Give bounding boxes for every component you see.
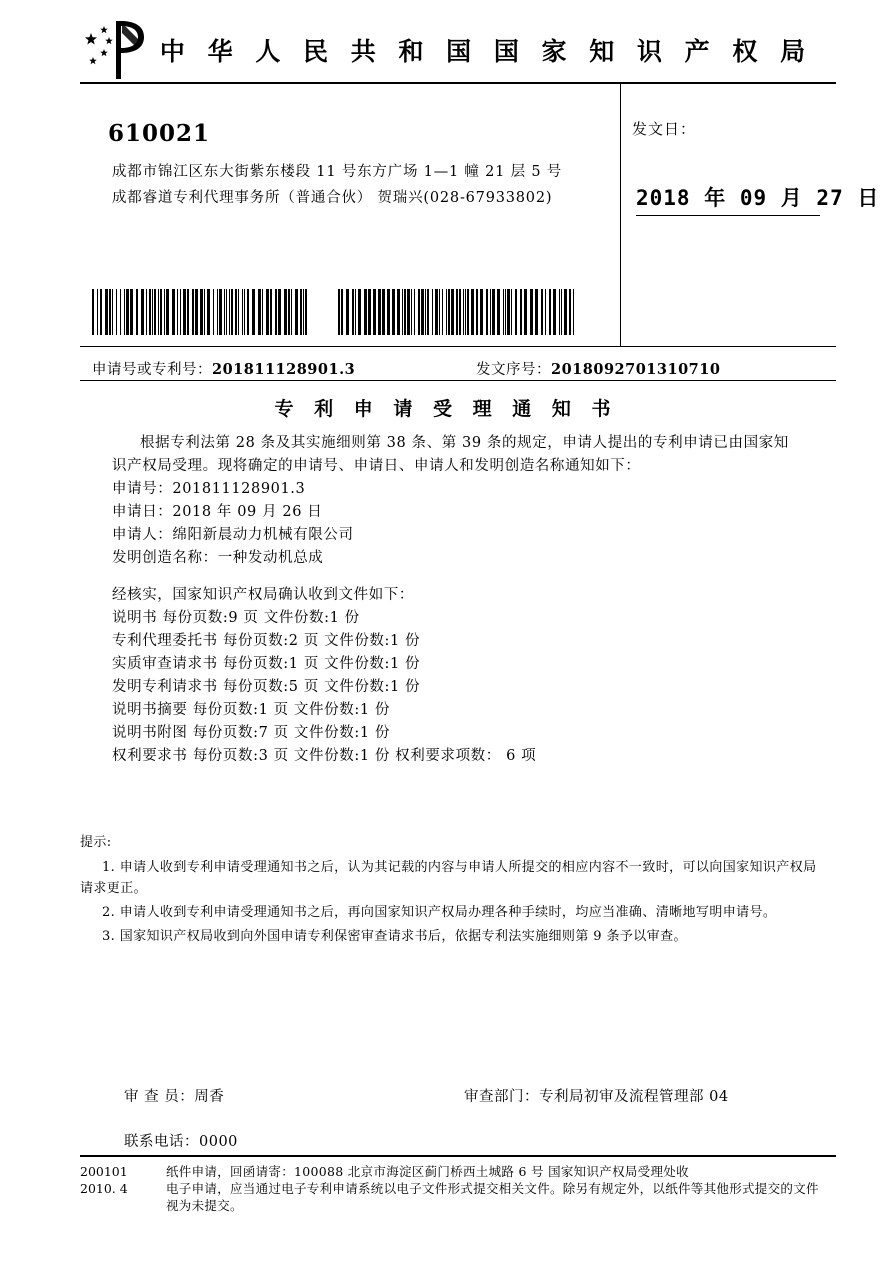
- document-item: 说明书 每份页数:9 页 文件份数:1 份: [112, 610, 360, 626]
- recipient-address-line-2: 成都睿道专利代理事务所（普通合伙） 贺瑞兴(028-67933802): [112, 190, 553, 206]
- notes-section: [80, 832, 820, 950]
- form-code-line-2: 2010. 4: [80, 1181, 128, 1196]
- divider-vertical-issue: [620, 82, 621, 346]
- note-item: 2. 申请人收到专利申请受理通知书之后，再向国家知识产权局办理各种手续时，均应当准确、清晰地写明申请号。: [102, 905, 777, 920]
- document-title: 专 利 申 请 受 理 通 知 书: [274, 398, 618, 420]
- document-item: 发明专利请求书 每份页数:5 页 文件份数:1 份: [112, 679, 421, 695]
- confirmation-line: 经核实，国家知识产权局确认收到文件如下：: [112, 587, 414, 603]
- examiner-field: [124, 1085, 224, 1106]
- dispatch-serial-label: 发文序号：: [476, 362, 551, 378]
- bottom-instructions: [166, 1163, 826, 1214]
- contact-phone-label: 联系电话：: [124, 1134, 199, 1150]
- issue-date-label: 发文日：: [632, 120, 697, 138]
- dispatch-serial-field: [476, 358, 720, 379]
- application-number-label: 申请号或专利号：: [92, 362, 212, 378]
- department-field: [464, 1085, 729, 1106]
- dispatch-serial-value: 2018092701310710: [551, 361, 721, 378]
- document-header: [80, 18, 836, 82]
- note-item: 1. 申请人收到专利申请受理通知书之后，认为其记载的内容与申请人所提交的相应内容不一致时，可以向国家知识产权局请求更正。: [80, 860, 817, 896]
- application-number-barcode: [92, 289, 310, 335]
- issue-date-underline: [636, 215, 820, 216]
- document-item: 说明书摘要 每份页数:1 页 文件份数:1 份: [112, 702, 390, 718]
- department-value: 专利局初审及流程管理部 04: [539, 1089, 729, 1105]
- form-code: [80, 1163, 128, 1197]
- cnipa-emblem-icon: [80, 19, 154, 81]
- application-number-field: [92, 358, 355, 379]
- bottom-line-2: 电子申请，应当通过电子专利申请系统以电子文件形式提交相关文件。除另有规定外，以纸件等其他形式提交的文件视为未提交。: [166, 1181, 819, 1213]
- recipient-address-line-1: 成都市锦江区东大街紫东楼段 11 号东方广场 1—1 幢 21 层 5 号: [112, 164, 563, 180]
- divider-mid: [80, 346, 836, 347]
- document-body: [112, 432, 802, 768]
- field-applicant: 申请人：绵阳新晨动力机械有限公司: [112, 527, 354, 543]
- divider-top: [80, 82, 836, 84]
- examiner-value: 周香: [194, 1089, 225, 1105]
- divider-below-refs: [80, 380, 836, 381]
- recipient-zipcode: 610021: [108, 120, 211, 147]
- field-application-date: 申请日：2018 年 09 月 26 日: [112, 504, 323, 520]
- field-application-number: 申请号：201811128901.3: [112, 481, 306, 497]
- organization-title: 中 华 人 民 共 和 国 国 家 知 识 产 权 局: [159, 37, 813, 66]
- contact-phone-value: 0000: [199, 1134, 238, 1150]
- examiner-label: 审 查 员：: [124, 1089, 195, 1105]
- notes-heading: 提示:: [80, 835, 112, 850]
- form-code-line-1: 200101: [80, 1164, 128, 1179]
- document-item: 说明书附图 每份页数:7 页 文件份数:1 份: [112, 725, 390, 741]
- dispatch-serial-barcode: [338, 289, 578, 335]
- note-item: 3. 国家知识产权局收到向外国申请专利保密审查请求书后，依据专利法实施细则第 9 条予以审查。: [102, 929, 687, 944]
- bottom-line-1: 纸件申请，回函请寄：100088 北京市海淀区蓟门桥西土城路 6 号 国家知识产权局受理处收: [166, 1164, 689, 1179]
- application-number-value: 201811128901.3: [212, 361, 356, 378]
- contact-phone-field: [124, 1130, 238, 1151]
- document-item: 专利代理委托书 每份页数:2 页 文件份数:1 份: [112, 633, 421, 649]
- field-invention-title: 发明创造名称：一种发动机总成: [112, 550, 324, 566]
- department-label: 审查部门：: [464, 1089, 539, 1105]
- body-paragraph-1: 根据专利法第 28 条及其实施细则第 38 条、第 39 条的规定，申请人提出的专利申请已由国家知识产权局受理。现将确定的申请号、申请日、申请人和发明创造名称通知如下：: [112, 435, 789, 474]
- document-item: 实质审查请求书 每份页数:1 页 文件份数:1 份: [112, 656, 421, 672]
- divider-bottom: [80, 1155, 836, 1157]
- document-item: 权利要求书 每份页数:3 页 文件份数:1 份 权利要求项数： 6 项: [112, 748, 537, 764]
- issue-date-value: 2018 年 09 月 27 日: [636, 186, 880, 210]
